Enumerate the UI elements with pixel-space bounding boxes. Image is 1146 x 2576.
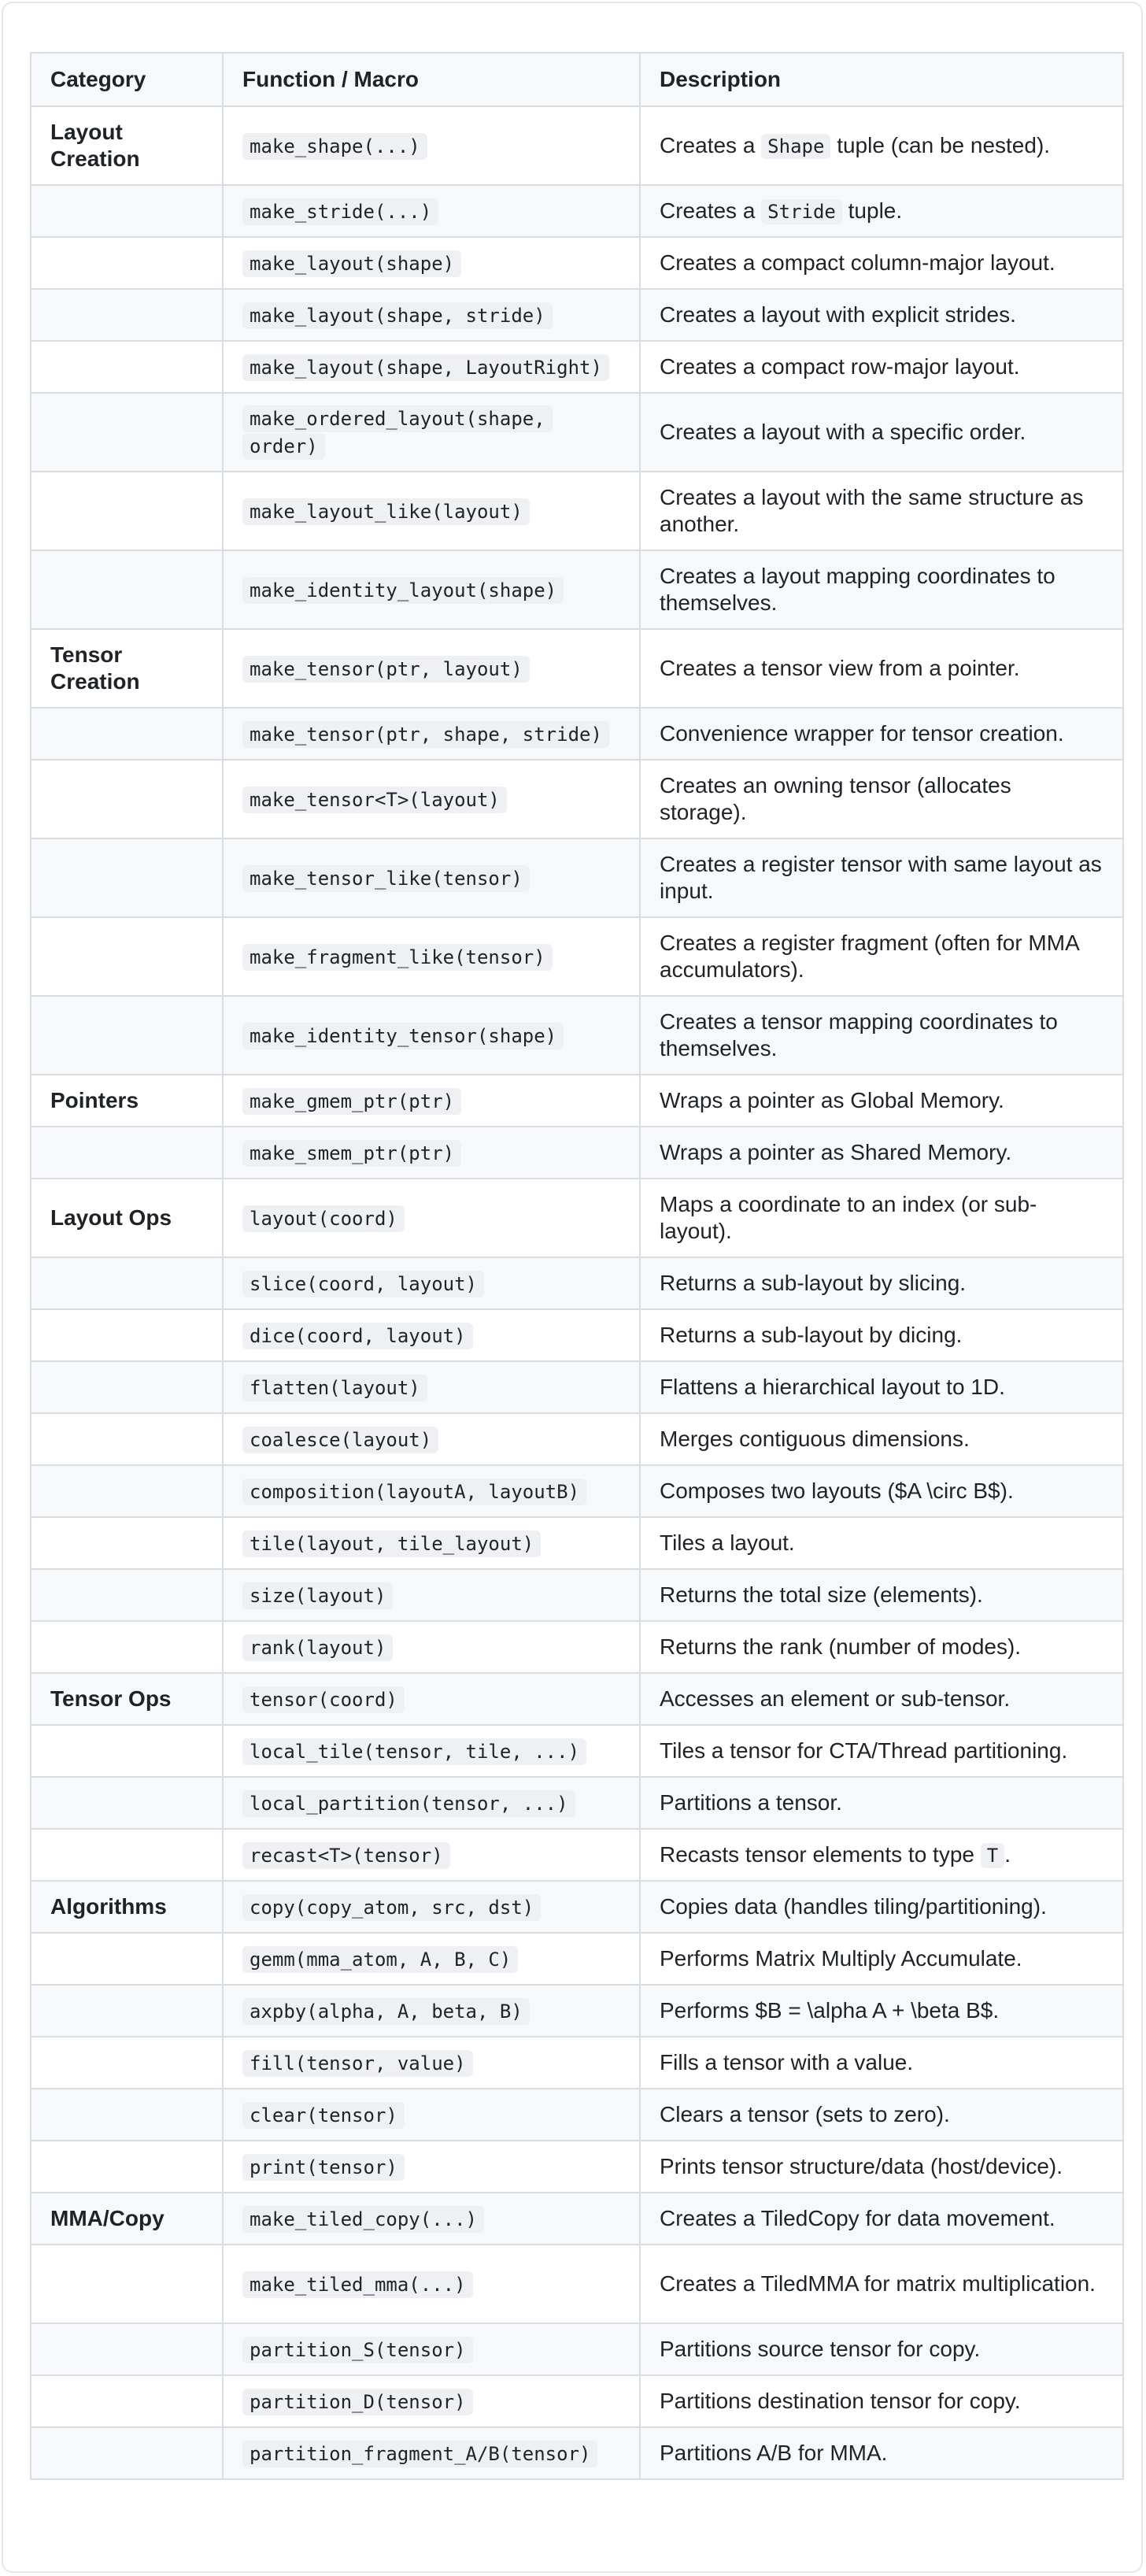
table-row (31, 2375, 1123, 2427)
function-code: local_partition(tensor, ...) (242, 1790, 575, 1817)
function-cell (223, 1179, 640, 1257)
category-cell (31, 1413, 223, 1465)
description-text: Creates a layout mapping coordinates to themselves. (660, 564, 1062, 615)
function-code: make_ordered_layout(shape, order) (242, 405, 553, 460)
description-cell (640, 1309, 1123, 1361)
category-cell (31, 708, 223, 760)
function-cell (223, 289, 640, 341)
description-cell (640, 1673, 1123, 1725)
description-text: Wraps a pointer as Shared Memory. (660, 1140, 1012, 1164)
category-cell (31, 237, 223, 289)
header-description: Description (640, 53, 1123, 106)
table-row (31, 2037, 1123, 2089)
function-code: make_layout(shape) (242, 250, 461, 277)
category-cell (31, 2089, 223, 2141)
description-text: tuple. (841, 198, 903, 223)
description-cell (640, 1361, 1123, 1413)
category-cell: Layout Creation (31, 106, 223, 185)
function-cell (223, 2427, 640, 2479)
table-header (31, 53, 1123, 106)
description-text: Creates a TiledMMA for matrix multiplication. (660, 2271, 1096, 2296)
category-cell (31, 1621, 223, 1673)
description-cell (640, 185, 1123, 237)
category-cell (31, 1257, 223, 1309)
table-row (31, 1179, 1123, 1257)
function-cell (223, 1777, 640, 1829)
description-text: tuple (can be nested). (830, 132, 1051, 157)
description-text: Tiles a tensor for CTA/Thread partitioning. (660, 1738, 1068, 1763)
description-text: Creates a layout with the same structure as another. (660, 485, 1090, 536)
function-code: make_fragment_like(tensor) (242, 944, 553, 971)
table-row (31, 106, 1123, 185)
function-cell (223, 1725, 640, 1777)
function-cell (223, 2037, 640, 2089)
table-row (31, 760, 1123, 838)
function-code: clear(tensor) (242, 2102, 405, 2129)
header-category: Category (31, 53, 223, 106)
description-text: Creates a tensor mapping coordinates to themselves. (660, 1009, 1064, 1060)
table-row (31, 289, 1123, 341)
function-code: partition_S(tensor) (242, 2337, 473, 2363)
category-cell (31, 1465, 223, 1517)
function-cell (223, 1127, 640, 1179)
function-code: make_tensor(ptr, layout) (242, 656, 530, 683)
description-text: Creates a compact row-major layout. (660, 354, 1020, 379)
function-code: make_layout(shape, stride) (242, 302, 553, 329)
category-cell (31, 1933, 223, 1985)
function-cell (223, 2245, 640, 2323)
category-cell: Tensor Creation (31, 629, 223, 708)
function-cell (223, 838, 640, 917)
description-cell (640, 1465, 1123, 1517)
category-cell (31, 917, 223, 996)
table-row (31, 996, 1123, 1075)
table-row (31, 629, 1123, 708)
description-text: Performs Matrix Multiply Accumulate. (660, 1946, 1022, 1971)
table-row (31, 185, 1123, 237)
description-cell (640, 2141, 1123, 2193)
table-row (31, 2427, 1123, 2479)
table-row (31, 838, 1123, 917)
function-cell (223, 1829, 640, 1881)
function-cell (223, 760, 640, 838)
function-cell (223, 237, 640, 289)
function-cell (223, 996, 640, 1075)
description-text: Maps a coordinate to an index (or sub-layout). (660, 1192, 1037, 1243)
function-code: make_tiled_mma(...) (242, 2271, 473, 2298)
description-text: Creates an owning tensor (allocates storage). (660, 773, 1018, 824)
category-cell (31, 1127, 223, 1179)
description-text: Returns a sub-layout by dicing. (660, 1323, 963, 1347)
function-cell (223, 393, 640, 472)
table-row (31, 1517, 1123, 1569)
function-code: make_tensor_like(tensor) (242, 865, 530, 892)
description-cell (640, 1829, 1123, 1881)
description-cell (640, 2037, 1123, 2089)
description-cell (640, 1777, 1123, 1829)
function-cell (223, 1075, 640, 1127)
table-row (31, 2245, 1123, 2323)
function-code: make_layout(shape, LayoutRight) (242, 354, 609, 381)
category-cell (31, 838, 223, 917)
function-cell (223, 1933, 640, 1985)
description-text: Performs $B = \alpha A + \beta B$. (660, 1998, 1000, 2023)
description-text: Accesses an element or sub-tensor. (660, 1686, 1011, 1711)
inline-code: T (981, 1843, 1004, 1868)
description-cell (640, 2245, 1123, 2323)
function-code: make_identity_layout(shape) (242, 577, 564, 604)
description-cell (640, 393, 1123, 472)
description-cell (640, 472, 1123, 550)
category-cell (31, 2037, 223, 2089)
function-cell (223, 1985, 640, 2037)
function-cell (223, 917, 640, 996)
table-row (31, 1673, 1123, 1725)
function-code: make_tensor(ptr, shape, stride) (242, 721, 609, 748)
function-code: tensor(coord) (242, 1686, 405, 1713)
description-cell (640, 629, 1123, 708)
function-code: gemm(mma_atom, A, B, C) (242, 1946, 518, 1973)
description-text: Creates a (660, 132, 762, 157)
category-cell (31, 760, 223, 838)
description-cell (640, 917, 1123, 996)
category-cell (31, 1777, 223, 1829)
description-cell (640, 341, 1123, 393)
table-row (31, 1881, 1123, 1933)
function-cell (223, 1621, 640, 1673)
inline-code: Stride (761, 199, 842, 224)
category-cell: Pointers (31, 1075, 223, 1127)
description-cell (640, 550, 1123, 629)
function-code: make_gmem_ptr(ptr) (242, 1088, 461, 1115)
description-cell (640, 1569, 1123, 1621)
function-code: partition_D(tensor) (242, 2389, 473, 2415)
table-row (31, 1829, 1123, 1881)
table-row (31, 1465, 1123, 1517)
table-row (31, 341, 1123, 393)
function-code: local_tile(tensor, tile, ...) (242, 1738, 586, 1765)
description-cell (640, 2323, 1123, 2375)
table-row (31, 472, 1123, 550)
description-text: Partitions a tensor. (660, 1790, 842, 1815)
table-row (31, 1413, 1123, 1465)
function-code: make_identity_tensor(shape) (242, 1023, 564, 1049)
function-cell (223, 1413, 640, 1465)
description-text: Partitions source tensor for copy. (660, 2337, 981, 2361)
category-cell (31, 1985, 223, 2037)
table-row (31, 1933, 1123, 1985)
category-cell (31, 2141, 223, 2193)
table-row (31, 393, 1123, 472)
function-code: make_layout_like(layout) (242, 498, 530, 525)
description-cell (640, 1881, 1123, 1933)
description-text: Creates a (660, 198, 762, 223)
function-cell (223, 106, 640, 185)
table-row (31, 2323, 1123, 2375)
description-cell (640, 106, 1123, 185)
category-cell (31, 393, 223, 472)
table-body (31, 106, 1123, 2479)
function-cell (223, 2193, 640, 2245)
description-text: Tiles a layout. (660, 1530, 795, 1555)
function-code: flatten(layout) (242, 1375, 427, 1401)
inline-code: Shape (761, 134, 830, 159)
description-text: Creates a tensor view from a pointer. (660, 656, 1020, 680)
function-code: layout(coord) (242, 1205, 405, 1232)
function-cell (223, 341, 640, 393)
category-cell (31, 2323, 223, 2375)
function-cell (223, 472, 640, 550)
function-code: make_tiled_copy(...) (242, 2206, 484, 2233)
function-cell (223, 550, 640, 629)
function-cell (223, 1881, 640, 1933)
function-code: print(tensor) (242, 2154, 405, 2181)
description-text: Returns the rank (number of modes). (660, 1634, 1022, 1659)
description-cell (640, 289, 1123, 341)
description-cell (640, 1933, 1123, 1985)
function-code: axpby(alpha, A, beta, B) (242, 1998, 530, 2025)
function-code: partition_fragment_A/B(tensor) (242, 2441, 597, 2467)
category-cell (31, 1569, 223, 1621)
description-text: Creates a compact column-major layout. (660, 250, 1055, 275)
table-row (31, 550, 1123, 629)
description-cell (640, 2375, 1123, 2427)
description-cell (640, 237, 1123, 289)
description-text: Partitions destination tensor for copy. (660, 2389, 1021, 2413)
table-row (31, 1127, 1123, 1179)
header-row (31, 53, 1123, 106)
function-code: dice(coord, layout) (242, 1323, 473, 1349)
description-cell (640, 1075, 1123, 1127)
category-cell (31, 1309, 223, 1361)
table-row (31, 1569, 1123, 1621)
description-text: Creates a register tensor with same layout as input. (660, 852, 1108, 903)
function-code: recast<T>(tensor) (242, 1842, 450, 1869)
description-text: Partitions A/B for MMA. (660, 2441, 888, 2465)
table-row (31, 917, 1123, 996)
description-cell (640, 1413, 1123, 1465)
function-cell (223, 1465, 640, 1517)
description-cell (640, 1517, 1123, 1569)
description-cell (640, 996, 1123, 1075)
description-cell (640, 1179, 1123, 1257)
category-cell (31, 289, 223, 341)
function-cell (223, 2141, 640, 2193)
function-cell (223, 1673, 640, 1725)
function-cell (223, 1569, 640, 1621)
function-code: make_smem_ptr(ptr) (242, 1140, 461, 1167)
table-row (31, 2141, 1123, 2193)
table-row (31, 237, 1123, 289)
category-cell (31, 341, 223, 393)
description-text: Flattens a hierarchical layout to 1D. (660, 1375, 1005, 1399)
description-text: . (1004, 1841, 1011, 1867)
category-cell (31, 1829, 223, 1881)
category-cell: MMA/Copy (31, 2193, 223, 2245)
description-cell (640, 708, 1123, 760)
table-card (2, 2, 1143, 2573)
description-text: Creates a register fragment (often for MMA accumulators). (660, 931, 1085, 982)
function-cell (223, 708, 640, 760)
description-cell (640, 1725, 1123, 1777)
description-text: Recasts tensor elements to type (660, 1841, 981, 1867)
category-cell (31, 1725, 223, 1777)
description-text: Wraps a pointer as Global Memory. (660, 1088, 1004, 1112)
function-code: size(layout) (242, 1582, 393, 1609)
function-cell (223, 1257, 640, 1309)
description-text: Prints tensor structure/data (host/device). (660, 2154, 1063, 2178)
function-cell (223, 1309, 640, 1361)
function-cell (223, 2323, 640, 2375)
description-cell (640, 2427, 1123, 2479)
category-cell (31, 185, 223, 237)
table-row (31, 708, 1123, 760)
description-text: Convenience wrapper for tensor creation. (660, 721, 1064, 746)
function-code: composition(layoutA, layoutB) (242, 1479, 586, 1505)
function-code: make_stride(...) (242, 198, 438, 225)
category-cell (31, 472, 223, 550)
description-cell (640, 2089, 1123, 2141)
api-reference-table (30, 52, 1124, 2480)
function-cell (223, 185, 640, 237)
table-row (31, 1257, 1123, 1309)
function-code: tile(layout, tile_layout) (242, 1530, 541, 1557)
function-code: make_shape(...) (242, 133, 427, 160)
function-cell (223, 1517, 640, 1569)
category-cell: Layout Ops (31, 1179, 223, 1257)
description-cell (640, 760, 1123, 838)
table-row (31, 1075, 1123, 1127)
description-cell (640, 1257, 1123, 1309)
description-text: Clears a tensor (sets to zero). (660, 2102, 950, 2126)
header-function: Function / Macro (223, 53, 640, 106)
function-code: make_tensor<T>(layout) (242, 786, 507, 813)
description-cell (640, 1621, 1123, 1673)
table-row (31, 1621, 1123, 1673)
function-cell (223, 2089, 640, 2141)
description-text: Creates a layout with explicit strides. (660, 302, 1016, 327)
function-code: coalesce(layout) (242, 1427, 438, 1453)
table-row (31, 1777, 1123, 1829)
function-code: fill(tensor, value) (242, 2050, 473, 2077)
category-cell: Tensor Ops (31, 1673, 223, 1725)
table-row (31, 2089, 1123, 2141)
category-cell (31, 2245, 223, 2323)
table-row (31, 1725, 1123, 1777)
category-cell (31, 2427, 223, 2479)
category-cell (31, 2375, 223, 2427)
function-code: rank(layout) (242, 1634, 393, 1661)
description-text: Returns a sub-layout by slicing. (660, 1271, 967, 1295)
description-text: Returns the total size (elements). (660, 1582, 983, 1607)
description-cell (640, 1985, 1123, 2037)
function-code: copy(copy_atom, src, dst) (242, 1894, 541, 1921)
category-cell (31, 1517, 223, 1569)
description-text: Copies data (handles tiling/partitioning). (660, 1894, 1047, 1919)
description-text: Composes two layouts ($A \circ B$). (660, 1479, 1014, 1503)
function-cell (223, 2375, 640, 2427)
description-cell (640, 2193, 1123, 2245)
category-cell (31, 996, 223, 1075)
description-text: Creates a TiledCopy for data movement. (660, 2206, 1055, 2230)
function-code: slice(coord, layout) (242, 1271, 484, 1297)
function-cell (223, 629, 640, 708)
description-text: Fills a tensor with a value. (660, 2050, 914, 2074)
category-cell (31, 550, 223, 629)
category-cell (31, 1361, 223, 1413)
table-row (31, 1361, 1123, 1413)
table-row (31, 1309, 1123, 1361)
category-cell: Algorithms (31, 1881, 223, 1933)
function-cell (223, 1361, 640, 1413)
description-text: Merges contiguous dimensions. (660, 1427, 970, 1451)
description-text: Creates a layout with a specific order. (660, 420, 1026, 444)
description-cell (640, 1127, 1123, 1179)
table-row (31, 2193, 1123, 2245)
table-row (31, 1985, 1123, 2037)
description-cell (640, 838, 1123, 917)
